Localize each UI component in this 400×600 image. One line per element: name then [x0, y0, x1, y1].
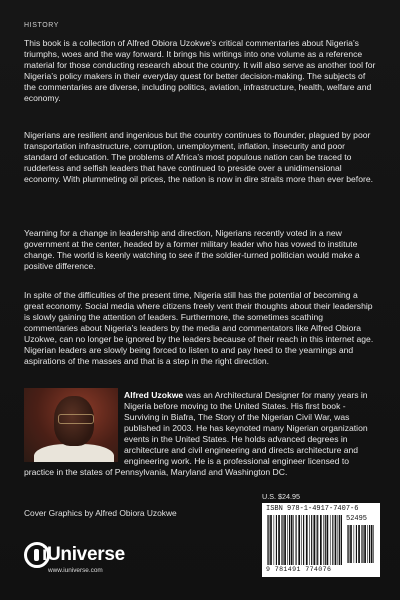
price-code: 52495: [346, 515, 368, 523]
author-bio-continued: practice in the states of Pennsylvania, Maryland and Washington DC.: [24, 467, 288, 477]
publisher-name: iUniverse: [42, 544, 125, 565]
description-paragraph-3: Yearning for a change in leadership and direction, Nigerians recently voted in a new government at the center, headed by a former military leader who has vowed to institute change. The world is keenly watching to see if the soldier-turned politician would make a positive difference.: [24, 228, 360, 271]
barcode: [262, 503, 380, 577]
publisher-logo: [24, 540, 134, 584]
addon-bars: [346, 525, 376, 563]
author-bio: [124, 390, 378, 467]
author-name: Alfred Uzokwe: [124, 390, 184, 400]
cover-credit: Cover Graphics by Alfred Obiora Uzokwe: [24, 508, 177, 518]
description-paragraph-2: Nigerians are resilient and ingenious but the country continues to flounder, plagued by poor transportation infrastructure, corruption, unemployment, inflation, insecurity and poor standard of education. The problems of Africa’s most populous nation can be traced to rudderless and selfish leaders that have continued to preside over a unidimensional economy. With plummeting oil prices, the nation is now in dire straits more than ever before.: [24, 130, 373, 184]
price: U.S. $24.95: [262, 492, 300, 501]
genre-label: HISTORY: [24, 22, 60, 29]
description-paragraph-4: In spite of the difficulties of the present time, Nigeria still has the potential of becoming a great economy. Social media where citizens freely vent their thoughts about their leadership is slowly gaining the attention of leaders. Furthermore, the sometimes scathing commentaries about Nigeria’s leaders by the media and commentators like Alfred Obiora Uzokwe, can no longer be ignored by the leaders because of their reach in this internet age. Nigerian leaders are slowly being forced to listen to and pay heed to the yearnings and aspirations of the masses and that is a step in the right direction.: [24, 290, 374, 366]
publisher-url: www.iuniverse.com: [48, 567, 103, 574]
author-photo: [24, 388, 118, 462]
isbn: ISBN 978-1-4917-7407-6: [266, 505, 359, 513]
author-bio-text: was an Architectural Designer for many years in Nigeria before moving to the United States. His first book - Surviving in Biafra, The Story of the Nigerian Civil War, was published in 2003. He has keynoted many Nigerian organization events in the United States. He holds advanced degrees in architecture and civil engineering and directs architecture and engineering work. He is a professional engineer licensed to: [124, 390, 368, 466]
ean-digits: 9 781491 774076: [266, 566, 332, 573]
ean-bars: [266, 515, 342, 565]
description-paragraph-1: This book is a collection of Alfred Obiora Uzokwe’s critical commentaries about Nigeria’s triumphs, woes and the way forward. It brings his writings into one volume as a reference material for those conducting research about the country. It will also serve as another tool for Nigeria’s policy makers in their everyday quest for better decision-making. The subjects of the commentaries are diverse, including politics, aviation, infrastructure, health, welfare and economy.: [24, 38, 376, 103]
